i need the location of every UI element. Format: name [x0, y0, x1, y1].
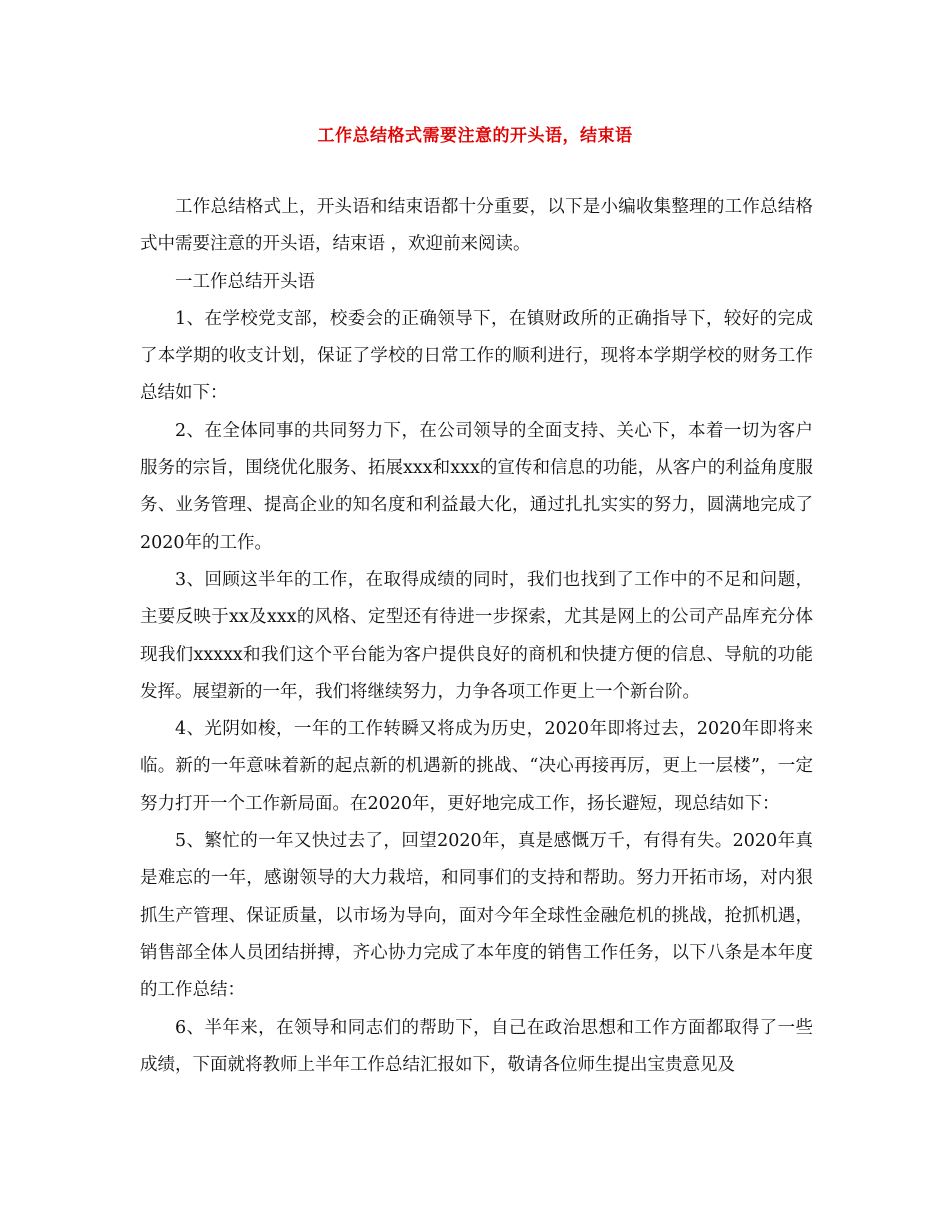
paragraph-intro: 工作总结格式上，开头语和结束语都十分重要，以下是小编收集整理的工作总结格式中需要注意的开头语，结束语 ，欢迎前来阅读。 — [140, 197, 813, 255]
paragraph-item-5: 5、繁忙的一年又快过去了，回望2020年，真是感慨万千，有得有失。2020年真是难忘的一年，感谢领导的大力栽培，和同事们的支持和帮助。努力开拓市场，对内狠抓生产管理、保证质量，以市场为导向，面对今年全球性金融危机的挑战，抢抓机遇，销售部全体人员团结拼搏，齐心协力完成了本年度的销售工作任务，以下八条是本年度的工作总结： — [140, 831, 813, 1001]
document-title: 工作总结格式需要注意的开头语，结束语 — [317, 126, 633, 146]
paragraph-item-1: 1、在学校党支部，校委会的正确领导下，在镇财政所的正确指导下，较好的完成了本学期的收支计划，保证了学校的日常工作的顺利进行，现将本学期学校的财务工作总结如下： — [140, 308, 813, 404]
paragraph-item-2: 2、在全体同事的共同努力下，在公司领导的全面支持、关心下，本着一切为客户服务的宗旨，围绕优化服务、拓展xxx和xxx的宣传和信息的功能，从客户的利益角度服务、业务管理、提高企业的知名度和利益最大化，通过扎扎实实的努力，圆满地完成了2020年的工作。 — [140, 420, 813, 553]
paragraph-item-6: 6、半年来，在领导和同志们的帮助下，自己在政治思想和工作方面都取得了一些成绩，下面就将教师上半年工作总结汇报如下，敬请各位师生提出宝贵意见及 — [140, 1017, 813, 1075]
document-body — [140, 189, 813, 1084]
paragraph-item-3: 3、回顾这半年的工作，在取得成绩的同时，我们也找到了工作中的不足和问题，主要反映于xx及xxx的风格、定型还有待进一步探索，尤其是网上的公司产品库充分体现我们xxxxx和我们这个平台能为客户提供良好的商机和快捷方便的信息、导航的功能发挥。展望新的一年，我们将继续努力，力争各项工作更上一个新台阶。 — [140, 569, 813, 702]
paragraph-item-4: 4、光阴如梭，一年的工作转瞬又将成为历史，2020年即将过去，2020年即将来临。新的一年意味着新的起点新的机遇新的挑战、“决心再接再厉，更上一层楼”，一定努力打开一个工作新局面。在2020年，更好地完成工作，扬长避短，现总结如下： — [140, 719, 813, 814]
section-heading-opening: 一工作总结开头语 — [175, 271, 315, 292]
